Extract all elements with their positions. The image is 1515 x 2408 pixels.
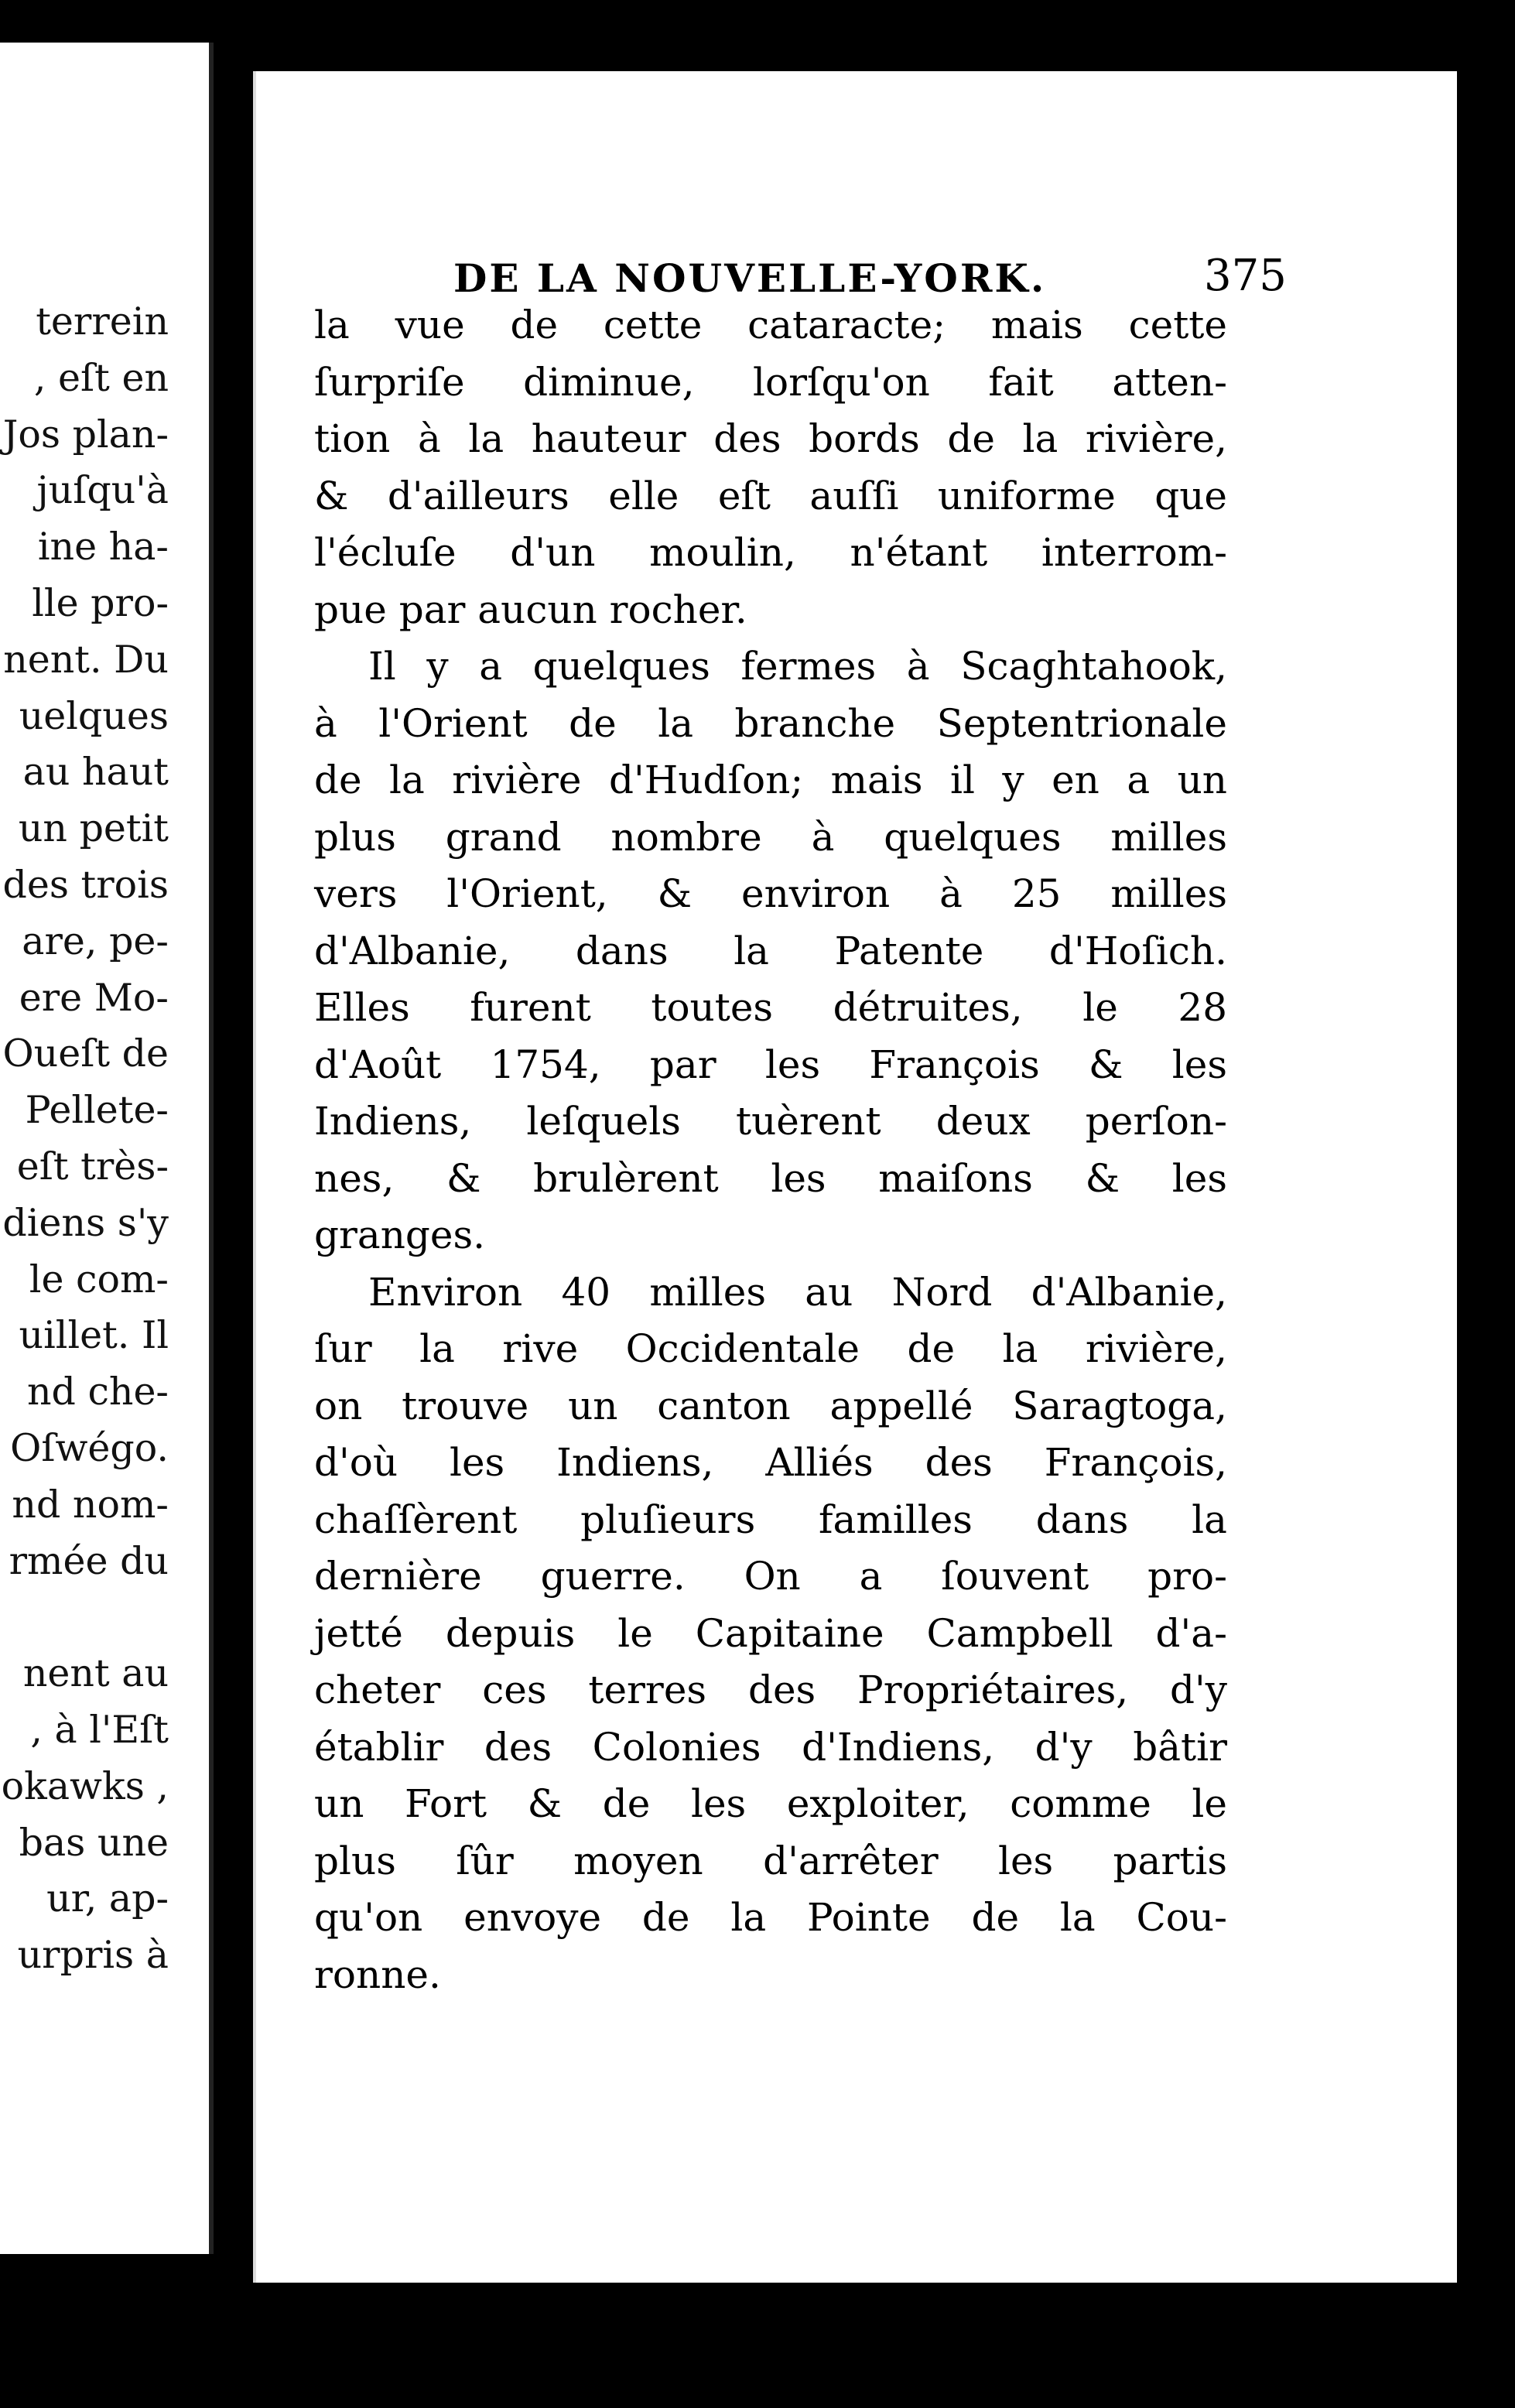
page-number: 375 (1204, 251, 1287, 301)
text-line: & d'ailleurs elle eſt auſſi uniforme que (314, 473, 1227, 518)
left-page-line: ere Mo- (19, 975, 169, 1020)
left-page-line: le com- (29, 1257, 169, 1301)
left-page-line: lle pro- (32, 580, 169, 625)
text-line: d'Août 1754, par les François & les (314, 1042, 1227, 1087)
left-page-line: Pellete- (25, 1088, 169, 1133)
left-page-line: nent au (22, 1651, 169, 1696)
text-line: Il y a quelques fermes à Scaghtahook, (368, 644, 1227, 689)
text-line: vers l'Orient, & environ à 25 milles (314, 871, 1227, 916)
text-line: cheter ces terres des Propriétaires, d'y (314, 1667, 1227, 1712)
left-page-line: uillet. Il (19, 1313, 169, 1358)
left-page-line: Jos plan- (2, 412, 169, 457)
left-page-line: rmée du (9, 1538, 169, 1583)
left-page-line: diens s'y (2, 1200, 169, 1245)
text-line: plus ſûr moyen d'arrêter les partis (314, 1838, 1227, 1883)
text-line: l'écluſe d'un moulin, n'étant interrom- (314, 530, 1227, 575)
left-page-line (2, 1589, 169, 1646)
left-page-line: urpris à (17, 1933, 169, 1978)
left-page-line: ine ha- (37, 525, 169, 570)
left-page-line: juſqu'à (36, 468, 169, 513)
text-line: de la rivière d'Hudſon; mais il y en a un (314, 758, 1227, 802)
text-line: dernière guerre. On a ſouvent pro- (314, 1554, 1227, 1599)
text-line: la vue de cette cataracte; mais cette (314, 303, 1227, 347)
text-line: jetté depuis le Capitaine Campbell d'a- (314, 1610, 1227, 1656)
text-line: Environ 40 milles au Nord d'Albanie, (368, 1269, 1227, 1315)
left-page-line: okawks , (1, 1763, 169, 1808)
text-line: tion à la hauteur des bords de la rivière, (314, 416, 1227, 461)
text-line: plus grand nombre à quelques milles (314, 814, 1227, 860)
text-line: Indiens, leſquels tuèrent deux perſon- (314, 1099, 1227, 1144)
scan-edge (1457, 0, 1515, 2408)
left-facing-page (0, 43, 214, 2254)
text-line: nes, & brulèrent les maiſons & les (314, 1155, 1227, 1201)
left-page-line: eſt très- (16, 1144, 169, 1189)
left-page-line: , à l'Eſt (30, 1707, 169, 1752)
left-page-line: nent. Du (3, 637, 169, 682)
text-line: ſur la rive Occidentale de la rivière, (314, 1326, 1227, 1371)
left-page-text (2, 294, 169, 1984)
left-page-line: Oueſt de (2, 1031, 169, 1076)
left-page-line: nd nom- (12, 1482, 169, 1527)
page-gutter (209, 43, 214, 2254)
text-line: qu'on envoye de la Pointe de la Cou- (314, 1895, 1227, 1940)
text-line: on trouve un canton appellé Saragtoga, (314, 1383, 1227, 1428)
left-page-line: au haut (22, 750, 169, 795)
text-line: d'où les Indiens, Alliés des François, (314, 1440, 1227, 1485)
text-line: d'Albanie, dans la Patente d'Hoſich. (314, 928, 1227, 973)
text-line: Elles furent toutes détruites, le 28 (314, 985, 1227, 1030)
text-line: ronne. (314, 1951, 441, 1997)
text-line: ſurpriſe diminue, lorſqu'on fait atten- (314, 359, 1227, 405)
body-text (314, 297, 1227, 2003)
left-page-line: bas une (19, 1820, 169, 1865)
left-page-line: des trois (2, 862, 169, 907)
left-page-line: Oſwégo. (10, 1425, 169, 1470)
left-page-line: ur, ap- (46, 1876, 169, 1921)
left-page-line: uelques (19, 693, 169, 738)
text-line: établir des Colonies d'Indiens, d'y bâtir (314, 1724, 1227, 1770)
left-page-line: nd che- (26, 1370, 169, 1414)
text-line: granges. (314, 1213, 486, 1257)
text-line: chaſſèrent pluſieurs familles dans la (314, 1496, 1227, 1542)
left-page-line: are, pe- (22, 918, 169, 963)
text-line: pue par aucun rocher. (314, 587, 747, 632)
text-line: à l'Orient de la branche Septentrionale (314, 700, 1227, 746)
book-page (253, 71, 1460, 2283)
text-line: un Fort & de les exploiter, comme le (314, 1781, 1227, 1826)
left-page-line: , eſt en (33, 355, 169, 400)
running-head: DE LA NOUVELLE-YORK. (453, 255, 1047, 301)
left-page-line: un petit (18, 806, 169, 851)
left-page-line: terrein (36, 299, 169, 344)
